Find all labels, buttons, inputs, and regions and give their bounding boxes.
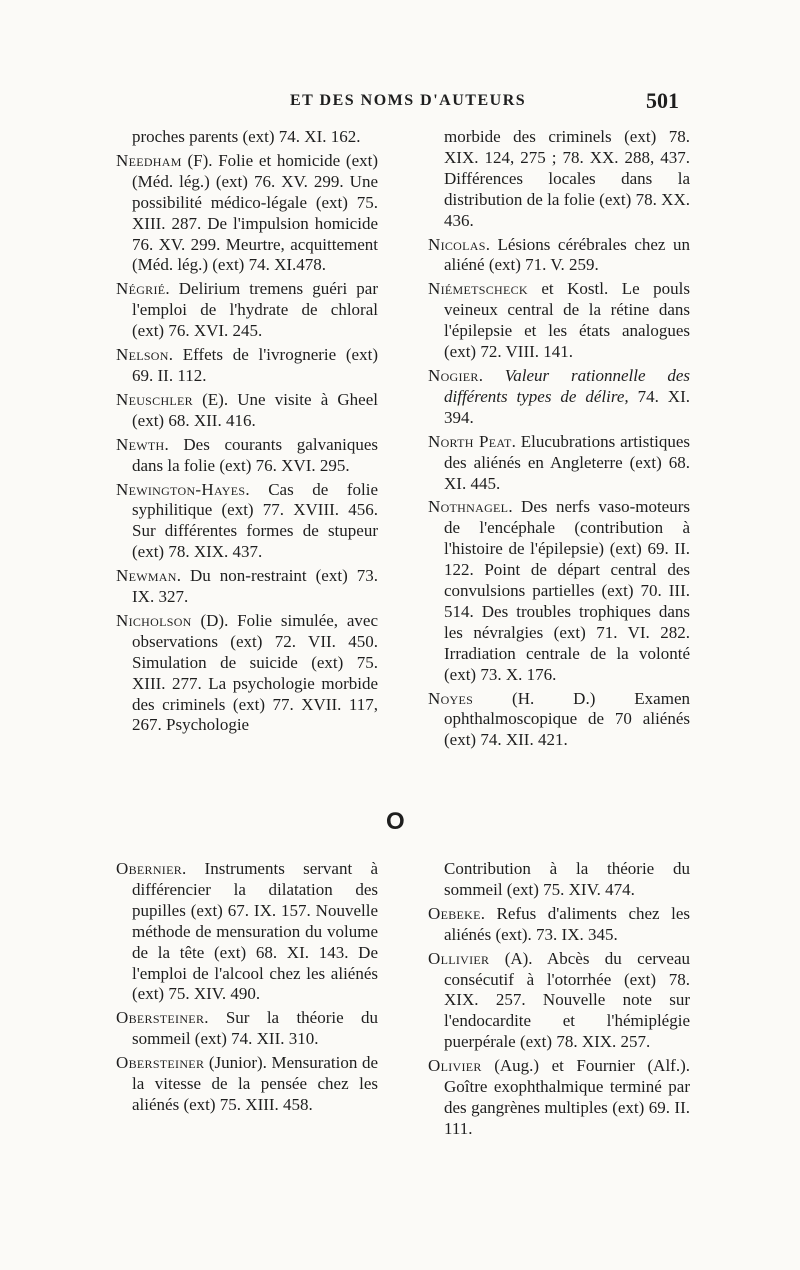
author-name: Newth <box>116 434 165 454</box>
author-name: Obersteiner <box>116 1008 205 1028</box>
author-name: Olivier <box>428 1056 482 1076</box>
running-head <box>0 88 800 122</box>
author-name: Niémetscheck <box>428 279 528 299</box>
index-entry-continued: Contribution à la théorie du sommeil (ext) 75. XIV. 474. <box>444 859 690 899</box>
index-entry: Nicolas. Lésions cérébrales chez un aliéné (ext) 71. V. 259. <box>428 234 690 275</box>
author-name: Nelson <box>116 345 169 365</box>
index-entry: Noyes (H. D.) Examen ophthalmoscopique de 70 aliénés (ext) 74. XII. 421. <box>428 688 690 750</box>
index-entry: Neuschler (E). Une visite à Gheel (ext) 68. XII. 416. <box>116 389 378 430</box>
page-number: 501 <box>646 88 679 113</box>
index-entry: proches parents (ext) 74. XI. 162. <box>132 127 361 146</box>
index-entry: Négrié. Delirium tremens guéri par l'emploi de l'hydrate de chloral (ext) 76. XVI. 245. <box>116 279 378 341</box>
author-name: Needham <box>116 150 182 170</box>
author-name: Noyes <box>428 688 474 708</box>
index-entry: Oebeke. Refus d'aliments chez les aliénés (ext). 73. IX. 345. <box>428 903 690 944</box>
index-entry: Obersteiner (Junior). Mensuration de la vitesse de la pensée chez les aliénés (ext) 75. XIII. 458. <box>116 1053 378 1114</box>
index-column-right-bottom <box>428 859 690 1143</box>
index-entry: Obersteiner. Sur la théorie du sommeil (ext) 74. XII. 310. <box>116 1008 378 1049</box>
index-column-left-top <box>116 127 378 739</box>
index-entry: Newington-Hayes. Cas de folie syphilitique (ext) 77. XVIII. 456. Sur différentes formes de stupeur (ext) 78. XIX. 437. <box>116 479 378 562</box>
index-entry: Niémetscheck et Kostl. Le pouls veineux central de la rétine dans l'épilepsie et les états analogues (ext) 72. VIII. 141. <box>428 279 690 362</box>
author-name: Nothnagel <box>428 497 509 517</box>
index-entry: Needham (F). Folie et homicide (ext) (Méd. lég.) (ext) 76. XV. 299. Une possibilité médico-légale (ext) 75. XIII. 287. De l'impulsion homicide 76. XV. 299. Meurtre, acquittement (Méd. lég.) (ext) 74. XI.478. <box>116 150 378 275</box>
author-name: Obersteiner <box>116 1053 205 1073</box>
index-column-left-bottom <box>116 859 378 1119</box>
author-name: Négrié <box>116 279 166 299</box>
index-entry: Nothnagel. Des nerfs vaso-moteurs de l'encéphale (contribution à l'histoire de l'épilepsie) (ext) 69. II. 122. Point de départ central des convulsions partielles (ext) 70. III. 514. Des troubles trophiques dans les névralgies (ext) 71. VI. 282. Irradiation centrale de la volonté (ext) 73. X. 176. <box>428 497 690 684</box>
author-name: Neuschler <box>116 389 193 409</box>
author-name: Obernier <box>116 859 183 878</box>
author-name: North Peat <box>428 431 512 451</box>
author-name: Nogier <box>428 365 479 385</box>
author-name: Newington-Hayes <box>116 479 246 499</box>
index-entry: Nogier. Valeur rationnelle des différents types de délire, 74. XI. 394. <box>428 365 690 427</box>
author-name: Newman <box>116 566 177 586</box>
index-entry: Nelson. Effets de l'ivrognerie (ext) 69. II. 112. <box>116 345 378 385</box>
index-entry: Obernier. Instruments servant à différencier la dilatation des pupilles (ext) 67. IX. 157. Nouvelle méthode de mensuration du volume de la tête (ext) 68. XI. 143. De l'emploi de l'alcool chez les aliénés (ext) 75. XIV. 490. <box>116 859 378 1004</box>
author-name: Nicholson <box>116 610 192 630</box>
running-title: ET DES NOMS D'AUTEURS <box>290 92 527 109</box>
index-entry: Newman. Du non-restraint (ext) 73. IX. 327. <box>116 566 378 607</box>
index-entry: Ollivier (A). Abcès du cerveau consécutif à l'otorrhée (ext) 78. XIX. 257. Nouvelle note sur l'endocardite et l'hémiplégie puerpérale (ext) 78. XIX. 257. <box>428 948 690 1052</box>
author-name: Nicolas <box>428 234 486 254</box>
index-entry: Nicholson (D). Folie simulée, avec observations (ext) 72. VII. 450. Simulation de suicide (ext) 75. XIII. 277. La psychologie morbide des criminels (ext) 77. XVII. 117, 267. Psychologie <box>116 610 378 735</box>
index-entry-continued: morbide des criminels (ext) 78. XIX. 124, 275 ; 78. XX. 288, 437. Différences locales dans la distribution de la folie (ext) 78. XX. 436. <box>444 127 690 230</box>
section-letter-heading: O <box>386 808 405 835</box>
work-title: Valeur rationnelle des différents types de délire, <box>444 365 690 406</box>
author-name: Oebeke <box>428 903 481 923</box>
index-entry: North Peat. Elucubrations artistiques des aliénés en Angleterre (ext) 68. XI. 445. <box>428 431 690 493</box>
index-entry: Olivier (Aug.) et Fournier (Alf.). Goître exophthalmique terminé par des gangrènes multiples (ext) 69. II. 111. <box>428 1056 690 1138</box>
author-name: Ollivier <box>428 948 490 968</box>
index-entry: Newth. Des courants galvaniques dans la folie (ext) 76. XVI. 295. <box>116 434 378 475</box>
index-column-right-top <box>428 127 690 754</box>
